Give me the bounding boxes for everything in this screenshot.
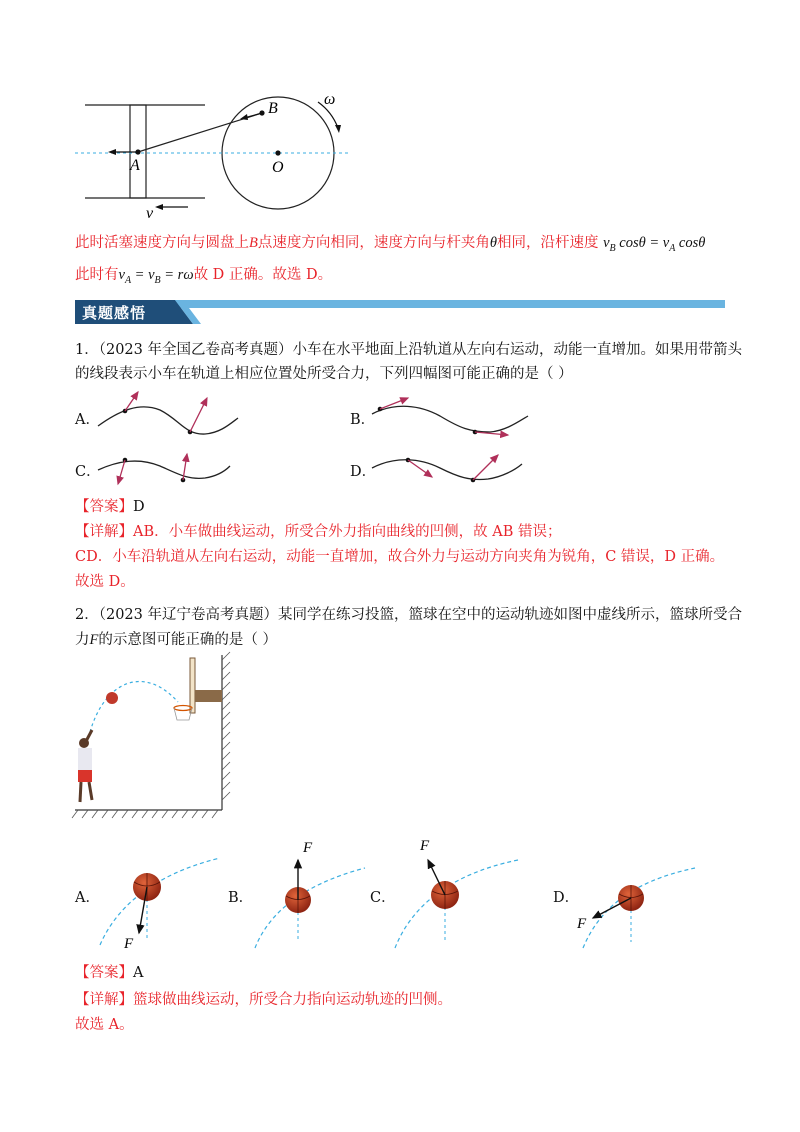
q1-stem-line1: 1．（2023 年全国乙卷高考真题）小车在水平地面上沿轨道从左向右运动，动能一直增加。如果用带箭头 [75,342,742,358]
section-header-band [75,300,725,324]
q1-stem-line2: 的线段表示小车在轨道上相应位置处所受合力，下列四幅图可能正确的是（ ） [75,366,573,382]
q2-d-force-label: F [577,916,587,932]
piston-disc-figure [0,0,800,230]
q2-a-force-label: F [124,936,134,952]
q1-detail-line1: 【详解】AB．小车做曲线运动，所受合外力指向曲线的凹侧，故 AB 错误； [75,524,562,540]
q1-option-a-curve [98,392,238,434]
q2-option-diagrams [0,830,800,955]
q2-answer: 【答案】A [75,965,144,981]
q2-option-b [255,840,365,948]
q1-option-b-curve [372,398,528,435]
explain-line-1: 此时活塞速度方向与圆盘上B点速度方向相同，速度方向与杆夹角θ相同，沿杆速度 $v_B$ $\cos\theta = v_A$ cosθ [75,235,706,254]
q2-option-c [395,838,518,948]
explain-line-2: 此时有$v_A = v_B = r\omega$故 D 正确。故选 D。 [75,267,333,286]
q2-option-a-label: A． [75,890,100,906]
q2-option-a [100,858,220,952]
label-B: B [268,100,278,117]
q2-detail-line1: 【详解】篮球做曲线运动，所受合力指向运动轨迹的凹侧。 [75,992,452,1008]
q2-option-d-label: D． [553,890,580,906]
label-O: O [272,159,284,176]
q2-option-b-label: B． [228,890,254,906]
q2-stem-line1: 2．（2023 年辽宁卷高考真题）某同学在练习投篮，篮球在空中的运动轨迹如图中虚线所示，篮球所受合 [75,607,742,623]
q1-option-d-curve [372,455,522,482]
q2-conclusion: 故选 A。 [75,1017,134,1033]
basketball-scene [70,650,240,825]
q1-option-a-label: A． [75,412,100,428]
q1-option-d-label: D． [350,464,377,480]
q2-c-force-label: F [420,838,430,854]
q2-stem-line2: 力F的示意图可能正确的是（ ） [75,632,277,648]
q2-option-c-label: C． [370,890,396,906]
q1-conclusion: 故选 D。 [75,574,135,590]
q2-option-d [576,868,695,948]
section-title: 真题感悟 [82,304,147,322]
q1-option-b-label: B． [350,412,376,428]
label-A: A [130,157,140,174]
label-v: v [146,205,154,222]
label-omega: ω [324,91,336,108]
q1-detail-line2: CD．小车沿轨道从左向右运动，动能一直增加，故合外力与运动方向夹角为锐角，C 错误，D 正确。 [75,549,725,565]
q1-answer: 【答案】D [75,499,145,515]
q1-option-c-label: C． [75,464,101,480]
q1-option-c-curve [98,454,230,484]
q1-option-diagrams [0,380,800,500]
q2-b-force-label: F [303,840,313,856]
